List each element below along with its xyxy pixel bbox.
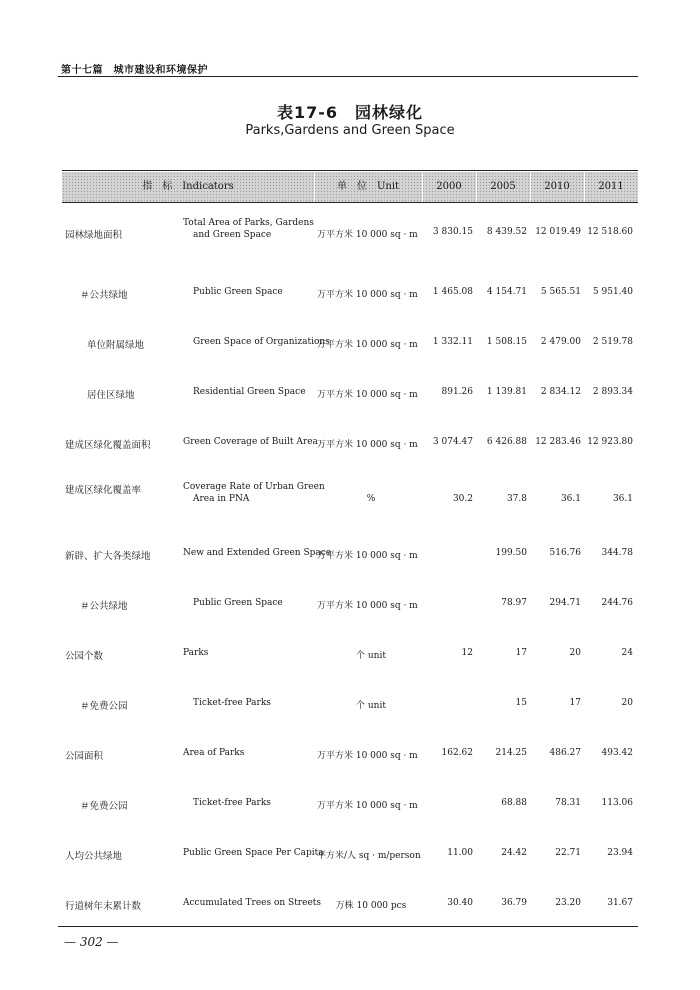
unit-cell: 万平方米 10 000 sq · m bbox=[317, 551, 418, 561]
indicator-en: Public Green Space bbox=[193, 598, 283, 608]
unit-cell: 万平方米 10 000 sq · m bbox=[317, 440, 418, 450]
indicator-en: Area of Parks bbox=[183, 748, 245, 758]
value-2010: 5 565.51 bbox=[540, 287, 581, 297]
indicator-en: Total Area of Parks, Gardens and Green Space bbox=[183, 218, 314, 240]
value-2010: 22.71 bbox=[555, 848, 581, 858]
indicator-en: Public Green Space Per Capita bbox=[183, 848, 324, 858]
indicator-en: New and Extended Green Space bbox=[183, 548, 332, 558]
table-row bbox=[0, 836, 700, 876]
value-2000: 1 465.08 bbox=[432, 287, 473, 297]
value-2011: 23.94 bbox=[607, 848, 633, 858]
value-2005: 17 bbox=[515, 648, 527, 658]
indicator-cn: 人均公共绿地 bbox=[65, 851, 123, 862]
value-2000: 3 074.47 bbox=[432, 437, 473, 447]
value-2000: 1 332.11 bbox=[432, 337, 473, 347]
value-2010: 12 019.49 bbox=[535, 227, 581, 237]
value-2005: 24.42 bbox=[501, 848, 527, 858]
unit-cell: 平方米/人 sq · m/person bbox=[317, 851, 421, 861]
value-2005: 8 439.52 bbox=[486, 227, 527, 237]
table-top-rule bbox=[62, 170, 638, 171]
table-row bbox=[0, 586, 700, 626]
indicator-cn: 建成区绿化覆盖面积 bbox=[65, 440, 151, 451]
value-2000: 11.00 bbox=[447, 848, 473, 858]
value-2010: 2 479.00 bbox=[540, 337, 581, 347]
table-row bbox=[0, 736, 700, 776]
table-title-en: Parks,Gardens and Green Space bbox=[245, 123, 455, 138]
table-row bbox=[0, 375, 700, 415]
header-year-2000: 2000 bbox=[436, 181, 462, 192]
indicator-cn: ＃公共绿地 bbox=[80, 601, 128, 612]
value-2011: 344.78 bbox=[601, 548, 633, 558]
value-2011: 5 951.40 bbox=[592, 287, 633, 297]
header-year-2011: 2011 bbox=[598, 181, 624, 192]
table-row bbox=[0, 886, 700, 926]
header-unit: 单 位 Unit bbox=[336, 181, 400, 192]
indicator-cn: 建成区绿化覆盖率 bbox=[65, 485, 142, 496]
header-year-2010: 2010 bbox=[544, 181, 570, 192]
value-2005: 36.79 bbox=[501, 898, 527, 908]
value-2010: 486.27 bbox=[549, 748, 581, 758]
page-number: — 302 — bbox=[64, 935, 119, 949]
indicator-cn: 公园个数 bbox=[65, 651, 104, 662]
value-2011: 493.42 bbox=[601, 748, 633, 758]
value-2011: 20 bbox=[621, 698, 633, 708]
indicator-en: Green Space of Organizations bbox=[193, 337, 330, 347]
unit-cell: 万平方米 10 000 sq · m bbox=[317, 751, 418, 761]
indicator-cn: 园林绿地面积 bbox=[65, 230, 123, 241]
unit-cell: 万平方米 10 000 sq · m bbox=[317, 390, 418, 400]
indicator-en: Public Green Space bbox=[193, 287, 283, 297]
header-year-2005: 2005 bbox=[490, 181, 516, 192]
value-2011: 36.1 bbox=[612, 494, 633, 504]
unit-cell: 万平方米 10 000 sq · m bbox=[317, 801, 418, 811]
value-2011: 2 893.34 bbox=[592, 387, 633, 397]
indicator-cn: 居住区绿地 bbox=[87, 390, 135, 401]
unit-cell: 万平方米 10 000 sq · m bbox=[317, 340, 418, 350]
indicator-en: Green Coverage of Built Area bbox=[183, 437, 318, 447]
value-2005: 1 508.15 bbox=[486, 337, 527, 347]
value-2005: 199.50 bbox=[495, 548, 527, 558]
value-2005: 214.25 bbox=[495, 748, 527, 758]
indicator-cn: 公园面积 bbox=[65, 751, 104, 762]
table-row bbox=[0, 275, 700, 315]
value-2011: 24 bbox=[621, 648, 633, 658]
value-2005: 4 154.71 bbox=[486, 287, 527, 297]
value-2000: 3 830.15 bbox=[432, 227, 473, 237]
value-2000: 12 bbox=[461, 648, 473, 658]
value-2011: 113.06 bbox=[601, 798, 633, 808]
indicator-cn: 单位附属绿地 bbox=[87, 340, 145, 351]
value-2010: 294.71 bbox=[549, 598, 581, 608]
table-row bbox=[0, 786, 700, 826]
table-row bbox=[0, 215, 700, 255]
indicator-cn: ＃免费公园 bbox=[80, 801, 128, 812]
table-row bbox=[0, 425, 700, 465]
value-2000: 30.40 bbox=[447, 898, 473, 908]
indicator-cn: ＃免费公园 bbox=[80, 701, 128, 712]
table-row bbox=[0, 325, 700, 365]
value-2000: 30.2 bbox=[452, 494, 473, 504]
value-2011: 12 923.80 bbox=[587, 437, 633, 447]
value-2000: 162.62 bbox=[441, 748, 473, 758]
value-2005: 37.8 bbox=[506, 494, 527, 504]
table-title-cn: 表17-6 园林绿化 bbox=[276, 103, 424, 122]
value-2011: 244.76 bbox=[601, 598, 633, 608]
table-header bbox=[62, 172, 638, 203]
unit-cell: 万平方米 10 000 sq · m bbox=[317, 230, 418, 240]
indicator-en: Ticket-free Parks bbox=[193, 698, 271, 708]
unit-cell: 个 unit bbox=[356, 651, 386, 661]
unit-cell: 万平方米 10 000 sq · m bbox=[317, 601, 418, 611]
indicator-en: Parks bbox=[183, 648, 209, 658]
indicator-cn: 新辟、扩大各类绿地 bbox=[65, 551, 151, 562]
table-row bbox=[0, 536, 700, 576]
value-2005: 68.88 bbox=[501, 798, 527, 808]
value-2005: 1 139.81 bbox=[486, 387, 527, 397]
indicator-cn: 行道树年末累计数 bbox=[65, 901, 142, 912]
unit-cell: 个 unit bbox=[356, 701, 386, 711]
value-2010: 23.20 bbox=[555, 898, 581, 908]
value-2010: 12 283.46 bbox=[535, 437, 581, 447]
value-2005: 78.97 bbox=[501, 598, 527, 608]
value-2010: 17 bbox=[569, 698, 581, 708]
indicator-en: Ticket-free Parks bbox=[193, 798, 271, 808]
unit-cell: 万平方米 10 000 sq · m bbox=[317, 290, 418, 300]
value-2010: 78.31 bbox=[555, 798, 581, 808]
indicator-cn: ＃公共绿地 bbox=[80, 290, 128, 301]
value-2010: 36.1 bbox=[560, 494, 581, 504]
indicator-en: Residential Green Space bbox=[193, 387, 306, 397]
value-2005: 15 bbox=[515, 698, 527, 708]
header-indicators: 指 标 Indicators bbox=[142, 181, 234, 192]
unit-cell: 万株 10 000 pcs bbox=[335, 901, 407, 911]
value-2011: 31.67 bbox=[607, 898, 633, 908]
table-row bbox=[0, 474, 700, 514]
unit-cell: % bbox=[366, 494, 376, 504]
table-row bbox=[0, 686, 700, 726]
value-2010: 20 bbox=[569, 648, 581, 658]
value-2010: 2 834.12 bbox=[540, 387, 581, 397]
value-2011: 12 518.60 bbox=[587, 227, 633, 237]
header-rule bbox=[58, 76, 638, 77]
running-head: 第十七篇 城市建设和环境保护 bbox=[61, 65, 208, 76]
value-2010: 516.76 bbox=[549, 548, 581, 558]
table-row bbox=[0, 636, 700, 676]
value-2011: 2 519.78 bbox=[592, 337, 633, 347]
table-bottom-rule bbox=[58, 926, 638, 927]
indicator-en: Accumulated Trees on Streets bbox=[183, 898, 322, 908]
value-2005: 6 426.88 bbox=[486, 437, 527, 447]
indicator-en: Coverage Rate of Urban Green Area in PNA bbox=[183, 482, 325, 504]
value-2000: 891.26 bbox=[441, 387, 473, 397]
